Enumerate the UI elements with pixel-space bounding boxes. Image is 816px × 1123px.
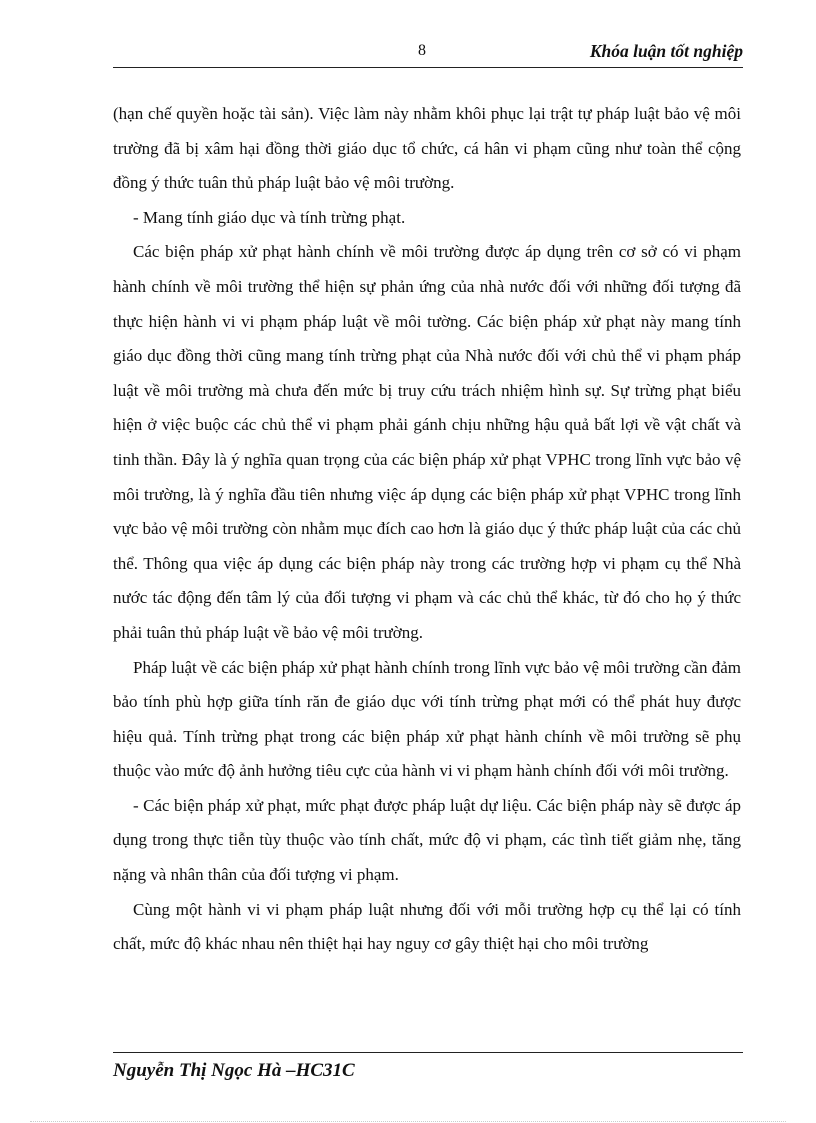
paragraph-2: - Mang tính giáo dục và tính trừng phạt.: [133, 207, 406, 227]
footer-author: Nguyễn Thị Ngọc Hà –HC31C: [113, 1060, 355, 1081]
page-number: 8: [418, 42, 426, 59]
document-title: Khóa luận tốt nghiệp: [589, 41, 743, 61]
page-header: [113, 32, 743, 66]
paragraph-4: Pháp luật về các biện pháp xử phạt hành chính trong lĩnh vực bảo vệ môi trường cần đảm bảo tính phù hợp giữa tính răn đe giáo dục với tính trừng phạt mới có thể phát huy được hiệu quả. Tính trừng phạt trong các biện pháp xử phạt hành chính về môi trường sẽ phụ thuộc vào mức độ ảnh hưởng tiêu cực của hành vi vi phạm hành chính đối với môi trường.: [113, 657, 741, 781]
paragraph-3: Các biện pháp xử phạt hành chính về môi trường được áp dụng trên cơ sở có vi phạm hành chính về môi trường thể hiện sự phản ứng của nhà nước đối với những đối tượng đã thực hiện hành vi vi phạm pháp luật về môi tường. Các biện pháp xử phạt này mang tính giáo dục đồng thời cũng mang tính trừng phạt của Nhà nước đối với chủ thể vi phạm pháp luật về môi trường mà chưa đến mức bị truy cứu trách nhiệm hình sự. Sự trừng phạt biểu hiện ở việc buộc các chủ thể vi phạm phải gánh chịu những hậu quả bất lợi về vật chất và tinh thần. Đây là ý nghĩa quan trọng của các biện pháp xử phạt VPHC trong lĩnh vực bảo vệ môi trường, là ý nghĩa đầu tiên nhưng việc áp dụng các biện pháp xử phạt VPHC trong lĩnh vực bảo vệ môi trường còn nhằm mục đích cao hơn là giáo dục ý thức pháp luật của các chủ thể. Thông qua việc áp dụng các biện pháp này trong các trường hợp vi phạm cụ thể Nhà nước tác động đến tâm lý của đối tượng vi phạm và các chủ thể khác, từ đó cho họ ý thức phải tuân thủ pháp luật về bảo vệ môi trường.: [113, 242, 741, 642]
footer-divider: [113, 1052, 743, 1053]
body-text: [113, 97, 741, 962]
header-divider: [113, 67, 743, 68]
paragraph-1: (hạn chế quyền hoặc tài sản). Việc làm này nhằm khôi phục lại trật tự pháp luật bảo vệ môi trường đã bị xâm hại đồng thời giáo dục tổ chức, cá hân vi phạm cũng như toàn thể cộng đồng ý thức tuân thủ pháp luật bảo vệ môi trường.: [113, 104, 741, 193]
paragraph-6: Cùng một hành vi vi phạm pháp luật nhưng đối với mỗi trường hợp cụ thể lại có tính chất, mức độ khác nhau nên thiệt hại hay nguy cơ gây thiệt hại cho môi trường: [113, 899, 741, 954]
paragraph-5: - Các biện pháp xử phạt, mức phạt được pháp luật dự liệu. Các biện pháp này sẽ được áp dụng trong thực tiễn tùy thuộc vào tính chất, mức độ vi phạm, các tình tiết giảm nhẹ, tăng nặng và nhân thân của đối tượng vi phạm.: [113, 795, 741, 885]
page-edge-divider: [30, 1121, 786, 1122]
